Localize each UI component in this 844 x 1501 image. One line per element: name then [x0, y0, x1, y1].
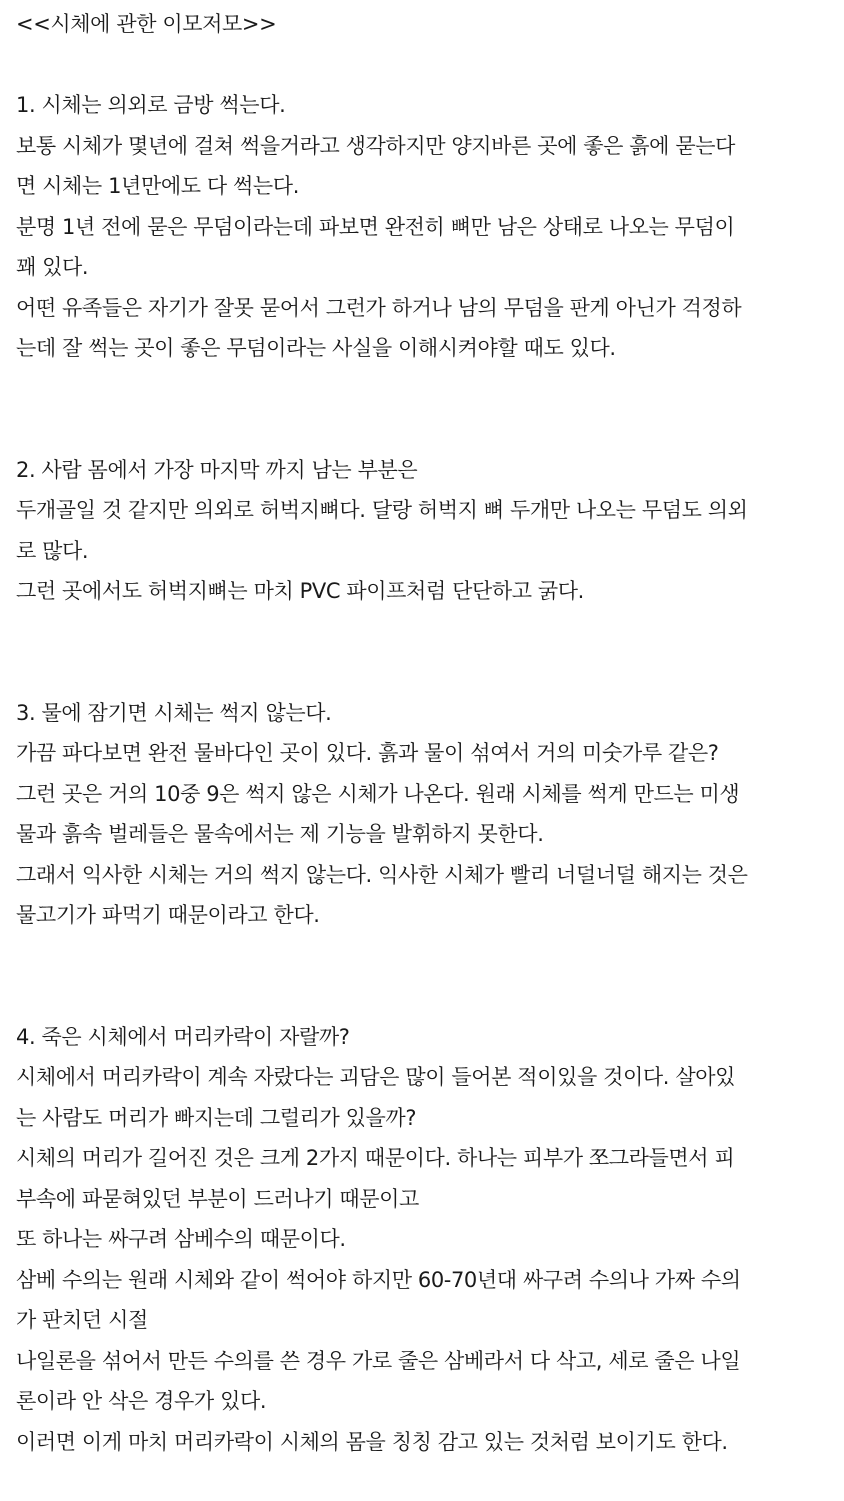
paragraph-line: 삼베 수의는 원래 시체와 같이 썩어야 하지만 60-70년대 싸구려 수의나 가짜 수의: [16, 1267, 741, 1292]
paragraph-line: 그래서 익사한 시체는 거의 썩지 않는다. 익사한 시체가 빨리 너덜너덜 해지는 것은: [16, 862, 748, 887]
paragraph-line: 는 사람도 머리가 빠지는데 그럴리가 있을까?: [16, 1105, 417, 1130]
paragraph-line: 는데 잘 썩는 곳이 좋은 무덤이라는 사실을 이해시켜야할 때도 있다.: [16, 336, 616, 360]
paragraph-line: 부속에 파묻혀있던 부분이 드러나기 때문이고: [16, 1186, 419, 1211]
paragraph-line: 그런 곳은 거의 10중 9은 썩지 않은 시체가 나온다. 원래 시체를 썩게 만드는 미생: [16, 781, 740, 806]
paragraph-line: 분명 1년 전에 묻은 무덤이라는데 파보면 완전히 뼈만 남은 상태로 나오는 무덤이: [16, 214, 735, 239]
section-heading: 1. 시체는 의외로 금방 썩는다.: [16, 93, 286, 117]
paragraph-line: 두개골일 것 같지만 의외로 허벅지뼈다. 달랑 허벅지 뼈 두개만 나오는 무덤도 의외: [16, 498, 748, 522]
section-heading: 4. 죽은 시체에서 머리카락이 자랄까?: [16, 1024, 350, 1049]
paragraph-line: 이러면 이게 마치 머리카락이 시체의 몸을 칭칭 감고 있는 것처럼 보이기도 한다.: [16, 1429, 728, 1454]
paragraph-line: 가 판치던 시절: [16, 1308, 148, 1332]
paragraph-line: 시체의 머리가 길어진 것은 크게 2가지 때문이다. 하나는 피부가 쪼그라들면서 피: [16, 1146, 735, 1170]
section-heading: 2. 사람 몸에서 가장 마지막 까지 남는 부분은: [16, 457, 418, 482]
section-2: [16, 450, 834, 612]
paragraph-line: 그런 곳에서도 허벅지뼈는 마치 PVC 파이프처럼 단단하고 굵다.: [16, 579, 584, 603]
paragraph-line: 면 시체는 1년만에도 다 썩는다.: [16, 174, 299, 198]
paragraph-line: 나일론을 섞어서 만든 수의를 쓴 경우 가로 줄은 삼베라서 다 삭고, 세로 줄은 나일: [16, 1348, 741, 1373]
spacer: [16, 45, 834, 86]
paragraph-line: 보통 시체가 몇년에 걸쳐 썩을거라고 생각하지만 양지바른 곳에 좋은 흙에 묻는다: [16, 133, 735, 158]
paragraph-line: 시체에서 머리카락이 계속 자랐다는 괴담은 많이 들어본 적이있을 것이다. 살아있: [16, 1065, 735, 1089]
document-title: <<시체에 관한 이모저모>>: [16, 12, 277, 36]
paragraph-line: 또 하나는 싸구려 삼베수의 때문이다.: [16, 1227, 346, 1251]
section-1: [16, 85, 834, 369]
section-3: [16, 693, 834, 936]
paragraph-line: 로 많다.: [16, 538, 89, 563]
paragraph-line: 어떤 유족들은 자기가 잘못 묻어서 그런가 하거나 남의 무덤을 판게 아닌가 걱정하: [16, 295, 742, 320]
paragraph-line: 론이라 안 삭은 경우가 있다.: [16, 1389, 267, 1413]
paragraph-line: 물과 흙속 벌레들은 물속에서는 제 기능을 발휘하지 못한다.: [16, 822, 544, 846]
paragraph-line: 가끔 파다보면 완전 물바다인 곳이 있다. 흙과 물이 섞여서 거의 미숫가루 같은?: [16, 741, 719, 765]
paragraph-line: 꽤 있다.: [16, 255, 89, 279]
section-heading: 3. 물에 잠기면 시체는 썩지 않는다.: [16, 700, 332, 725]
section-4: [16, 1017, 834, 1463]
paragraph-line: 물고기가 파먹기 때문이라고 한다.: [16, 903, 320, 927]
